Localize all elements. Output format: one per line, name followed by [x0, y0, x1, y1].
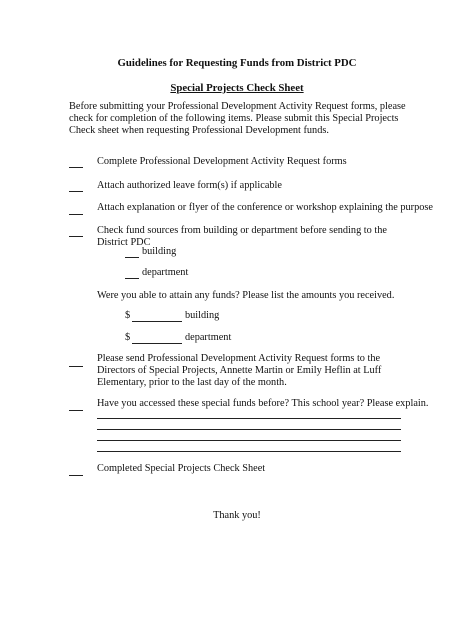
page-title: Guidelines for Requesting Funds from District PDC	[117, 57, 357, 69]
department-amount-label: department	[185, 332, 232, 343]
checkbox-blank-7[interactable]	[69, 475, 83, 476]
checklist-item-3: Attach explanation or flyer of the conference or workshop explaining the purpose	[97, 202, 433, 213]
checkbox-blank-6[interactable]	[69, 410, 83, 411]
checkbox-blank-5[interactable]	[69, 366, 83, 367]
building-amount-field[interactable]	[132, 321, 182, 322]
checklist-item-7: Completed Special Projects Check Sheet	[97, 463, 266, 474]
checkbox-blank-4[interactable]	[69, 236, 83, 237]
explanation-line-3[interactable]	[97, 440, 401, 441]
explanation-line-4[interactable]	[97, 451, 401, 452]
checklist-item-4: Check fund sources from building or department before sending to the District PDC	[97, 225, 387, 248]
building-label: building	[142, 246, 177, 257]
checklist-item-6: Have you accessed these special funds before? This school year? Please explain.	[97, 398, 429, 409]
department-currency: $	[125, 332, 131, 343]
checklist-item-5: Please send Professional Development Activity Request forms to the Directors of Special Projects, Annette Martin or Emily Heflin at Luff Elementary, prior to the last day of the month.	[97, 353, 382, 388]
department-label: department	[142, 267, 189, 278]
department-amount-field[interactable]	[132, 343, 182, 344]
page-subtitle: Special Projects Check Sheet	[170, 82, 304, 94]
checkbox-blank-1[interactable]	[69, 167, 83, 168]
checklist-item-2: Attach authorized leave form(s) if applicable	[97, 180, 282, 191]
attain-question: Were you able to attain any funds? Please list the amounts you received.	[97, 290, 395, 301]
building-amount-label: building	[185, 310, 220, 321]
explanation-line-2[interactable]	[97, 429, 401, 430]
intro-paragraph: Before submitting your Professional Development Activity Request forms, please check for completion of the following items. Please submit this Special Projects Check sheet when requesting Professional Development funds.	[69, 101, 406, 136]
closing-text: Thank you!	[213, 510, 261, 521]
checklist-item-1: Complete Professional Development Activity Request forms	[97, 156, 347, 167]
building-blank[interactable]	[125, 257, 139, 258]
checkbox-blank-3[interactable]	[69, 214, 83, 215]
explanation-line-1[interactable]	[97, 418, 401, 419]
checkbox-blank-2[interactable]	[69, 191, 83, 192]
building-currency: $	[125, 310, 131, 321]
department-blank[interactable]	[125, 278, 139, 279]
